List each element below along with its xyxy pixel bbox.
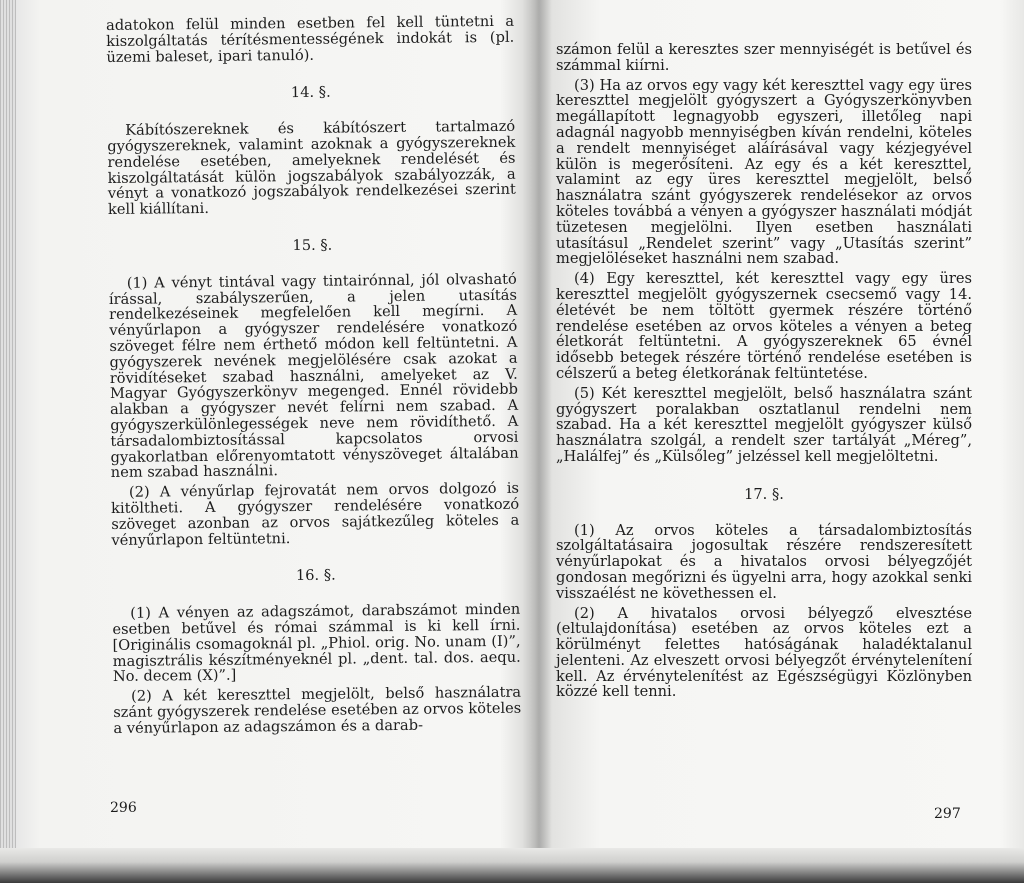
section-16-paragraph-5: (5) Két kereszttel megjelölt, belső használatra szánt gyógyszert poralakban osztatlanul rendelni nem szabad. Ha a két kereszttel megjelölt gyógyszer külső használatra szolgál, a rendelt szer tartályát „Méreg”, „Halálfej” és „Külsőleg” jelzéssel kell megjelöltetni.	[556, 384, 972, 465]
page-number-right: 297	[934, 806, 961, 822]
section-14-text: Kábítószereknek és kábítószert tartalmazó gyógyszereknek, valamint azoknak a gyógyszereknek rendelése esetében, amelyeknek rendelését és kiszolgáltatását külön jogszabályok szabályozzák, a vényt a vonatkozó jogszabályok rendelkezései szerint kell kiállítani.	[107, 117, 516, 219]
right-page	[556, 42, 972, 700]
section-16-paragraph-4: (4) Egy kereszttel, két kereszttel vagy egy üres kereszttel megjelölt gyógyszernek csecsemő vagy 14. életévét be nem töltött gyermek részére történő rendelése esetében az orvos köteles a vényen a beteg életkorát feltüntetni. A gyógyszereknek 65 évnél idősebb betegek részére történő rendelése esetében is célszerű a beteg életkorának feltüntetése.	[556, 270, 972, 382]
section-16-paragraph-1: (1) A vényen az adagszámot, darabszámot minden esetben betűvel és római számmal is ki kell írni. [Originális csomagoknál pl. „Phiol. orig. No. unam (I)”, magisztrális készítményeknél pl. „dent. tal. dos. aequ. No. decem (X)”.]	[112, 600, 521, 686]
section-15-paragraph-2: (2) A vényűrlap fejrovatát nem orvos dolgozó is kitöltheti. A gyógyszer rendelésére vonatkozó szöveget azonban az orvos sajátkezűleg köteles a vényűrlapon feltüntetni.	[111, 479, 520, 549]
page-number-left: 296	[110, 800, 137, 816]
section-15-paragraph-1: (1) A vényt tintával vagy tintairónnal, jól olvasható írással, szabályszerűen, a jelen utasítás rendelkezéseinek megfelelően kell megírni. A vényűrlapon a gyógyszer rendelésére vonatkozó szöveget félre nem érthető módon kell feltüntetni. A gyógyszerek nevének megjelölésére csak azokat a rövidítéseket szabad használni, amelyeket az V. Magyar Gyógyszerkönyv megenged. Ennél rövidebb alakban a gyógyszer nevét felírni nem szabad. A gyógyszerkülönlegességek neve nem rövidíthető. A társadalombiztosítással kapcsolatos orvosi gyakorlatban előrenyomtatott vényszöveget általában nem szabad használni.	[108, 270, 519, 482]
section-heading-14: 14. §.	[290, 84, 331, 102]
book-bottom-edge	[0, 848, 1024, 883]
page-stack-edge	[0, 0, 16, 883]
section-heading-16: 16. §.	[295, 566, 336, 585]
section-heading-17: 17. §.	[744, 485, 784, 503]
left-page	[106, 14, 522, 737]
book-gutter	[522, 0, 552, 850]
section-17-paragraph-2: (2) A hivatalos orvosi bélyegző elvesztése (eltulajdonítása) esetében az orvos köteles ezt a körülményt felettes hatóságának haladéktalanul jelenteni. Az elveszett orvosi bélyegzőt érvénytelenítení kell. Az érvénytelenítést az Egészségügyi Közlönyben közzé kell tenni.	[556, 604, 972, 701]
right-continuation-paragraph: számon felül a keresztes szer mennyiségét is betűvel és számmal kiírni.	[556, 41, 972, 74]
section-17-paragraph-1: (1) Az orvos köteles a társadalombiztosítás szolgáltatásaira jogosultak részére rendszeresített vényűrlapokat és a hivatalos orvosi bélyegzőjét gondosan megőrizni és ügyelni arra, hogy azokkal senki visszaélést ne követhessen el.	[556, 521, 972, 602]
section-16-paragraph-3: (3) Ha az orvos egy vagy két kereszttel vagy egy üres kereszttel megjelölt gyógyszert a Gyógyszerkönyvben megállapított legnagyobb egyszeri, illetőleg napi adagnál nagyobb mennyiségben kíván rendelni, köteles a rendelt mennyiséget aláírásával vagy kézjegyével külön is megerősíteni. Az egy és a két kereszttel, valamint az egy üres kereszttel megjelölt, belső használatra szánt gyógyszerek rendelésekor az orvos köteles továbbá a vényen a gyógyszer használati módját tüzetesen megjelölni. Ilyen esetben használati utasításul „Rendelet szerint” vagy „Utasítás szerint” megjelöléseket használni nem szabad.	[556, 76, 972, 268]
left-intro-paragraph: adatokon felül minden esetben fel kell tüntetni a kiszolgáltatás térítésmentességének indokát is (pl. üzemi baleset, ipari tanuló).	[105, 12, 515, 66]
section-heading-15: 15. §.	[292, 236, 333, 255]
section-16-paragraph-2: (2) A két kereszttel megjelölt, belső használatra szánt gyógyszerek rendelése esetében az orvos köteles a vényűrlapon az adagszámon és a darab-	[113, 683, 522, 737]
